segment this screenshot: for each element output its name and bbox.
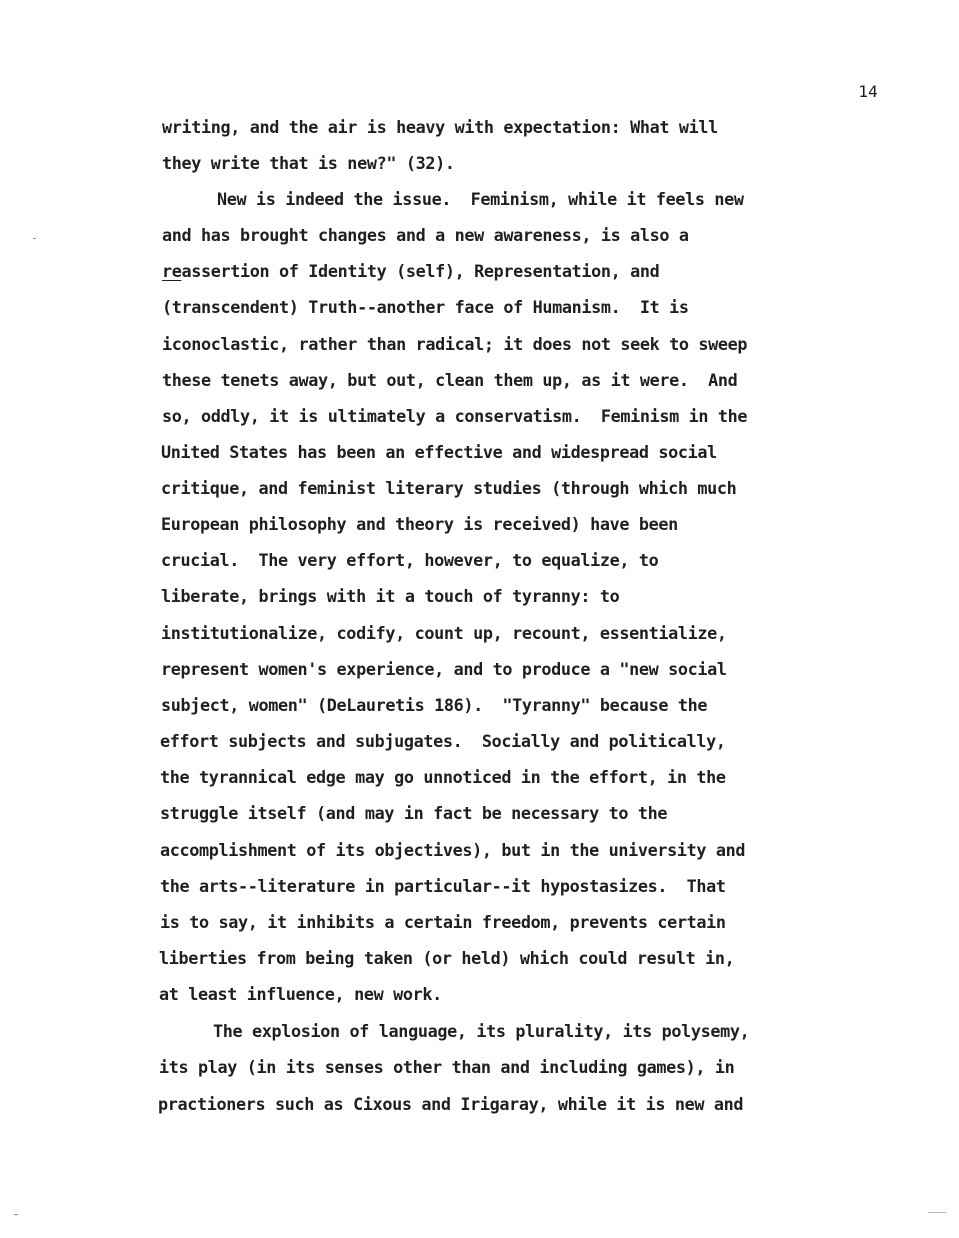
text-line: its play (in its senses other than and including games), in	[159, 1057, 735, 1077]
text-line: critique, and feminist literary studies (through which much	[161, 478, 737, 498]
text-line: effort subjects and subjugates. Socially and politically,	[160, 731, 726, 751]
text-line: practioners such as Cixous and Irigaray, while it is new and	[158, 1094, 744, 1114]
scan-speck	[928, 1212, 946, 1213]
text-line: the tyrannical edge may go unnoticed in the effort, in the	[160, 767, 726, 787]
text-line: they write that is new?" (32).	[162, 153, 455, 173]
text-line: represent women's experience, and to produce a "new social	[161, 659, 727, 679]
text-line: and has brought changes and a new awareness, is also a	[162, 225, 689, 245]
text-line-rest: assertion of Identity (self), Representation, and	[181, 261, 660, 281]
text-line: subject, women" (DeLauretis 186). "Tyranny" because the	[161, 695, 708, 715]
text-line: institutionalize, codify, count up, recount, essentialize,	[161, 623, 727, 643]
text-line: liberate, brings with it a touch of tyranny: to	[161, 586, 620, 606]
text-line: accomplishment of its objectives), but in the university and	[160, 840, 746, 860]
text-line: (transcendent) Truth--another face of Humanism. It is	[162, 297, 689, 317]
page-number: 14	[858, 82, 878, 101]
underlined-prefix: re	[162, 261, 182, 281]
text-line: The explosion of language, its plurality, its polysemy,	[213, 1021, 750, 1041]
text-line: writing, and the air is heavy with expectation: What will	[162, 117, 718, 137]
text-line: struggle itself (and may in fact be necessary to the	[160, 803, 668, 823]
text-line: is to say, it inhibits a certain freedom, prevents certain	[160, 912, 726, 932]
text-line	[162, 261, 659, 281]
text-line: the arts--literature in particular--it hypostasizes. That	[160, 876, 726, 896]
text-line: so, oddly, it is ultimately a conservatism. Feminism in the	[162, 406, 748, 426]
text-line: New is indeed the issue. Feminism, while it feels new	[217, 189, 744, 209]
text-line: at least influence, new work.	[159, 984, 442, 1004]
text-line: crucial. The very effort, however, to equalize, to	[161, 550, 659, 570]
text-line: European philosophy and theory is received) have been	[161, 514, 678, 534]
scan-speck	[33, 238, 36, 239]
text-line: iconoclastic, rather than radical; it does not seek to sweep	[162, 334, 748, 354]
scan-speck	[14, 1214, 18, 1215]
text-line: United States has been an effective and widespread social	[161, 442, 717, 462]
text-line: these tenets away, but out, clean them up, as it were. And	[162, 370, 738, 390]
text-line: liberties from being taken (or held) which could result in,	[159, 948, 735, 968]
